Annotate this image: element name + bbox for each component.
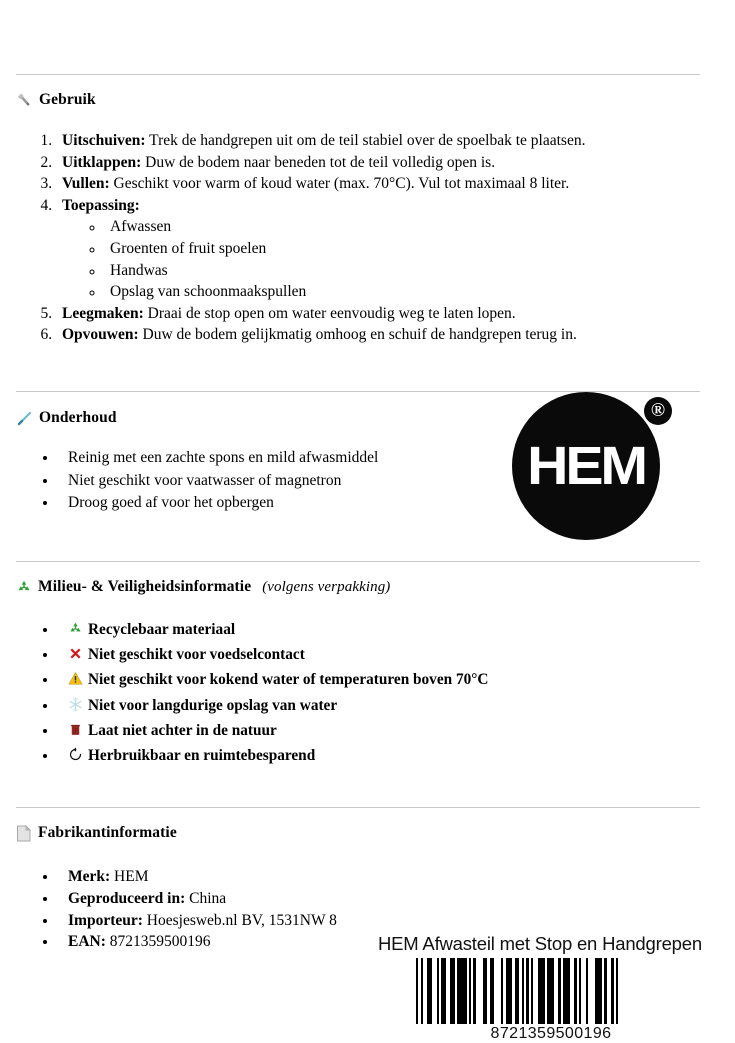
logo-text: HEM	[527, 436, 645, 496]
section-heading-text: Gebruik	[39, 91, 96, 108]
snowflake-icon	[68, 696, 86, 719]
list-item-text: Niet voor langdurige opslag van water	[88, 696, 338, 714]
section-heading-text: Fabrikantinformatie	[38, 824, 177, 841]
list-item	[58, 618, 656, 643]
barcode-number: 8721359500196	[490, 1025, 612, 1042]
red-cross-icon	[68, 645, 86, 668]
list-item	[58, 866, 476, 888]
list-item-text: Laat niet achter in de natuur	[88, 721, 277, 739]
section-divider-milieu	[16, 561, 700, 562]
sub-list-item: ◦ Groenten of fruit spoelen	[104, 238, 716, 260]
gebruik-step-list	[16, 130, 716, 346]
step-label: Vullen:	[62, 175, 110, 193]
barcode-bars	[416, 958, 735, 1024]
recycle-icon	[16, 579, 32, 595]
document-icon	[16, 825, 32, 842]
section-heading-fabrikant	[16, 824, 177, 842]
field-value: Hoesjesweb.nl BV, 1531NW 8	[142, 911, 337, 929]
onderhoud-list	[16, 447, 496, 515]
field-label: EAN:	[68, 933, 106, 951]
list-item	[58, 643, 656, 668]
step-label: Opvouwen:	[62, 326, 139, 344]
step-text: Trek de handgrepen uit om de teil stabiel over de spoelbak te plaatsen.	[145, 132, 586, 149]
recycle-arrow-icon	[68, 746, 86, 769]
section-heading-text: Onderhoud	[39, 409, 117, 426]
sub-list-item: ◦ Afwassen	[104, 216, 716, 238]
sub-list-item: ◦ Handwas	[104, 260, 716, 282]
list-item-text: Herbruikbaar en ruimtebesparend	[88, 747, 316, 765]
step-label: Leegmaken:	[62, 304, 144, 322]
barcode-block	[378, 933, 735, 1043]
list-item	[58, 744, 656, 769]
step-text: Duw de bodem naar beneden tot de teil volledig open is.	[141, 153, 496, 171]
recycle-icon	[68, 620, 86, 643]
step-item	[56, 303, 716, 325]
section-heading-milieu	[16, 578, 390, 596]
step-text: Geschikt voor warm of koud water (max. 70°C). Vul tot maximaal 8 liter.	[109, 175, 570, 193]
step-text: Draai de stop open om water eenvoudig weg te laten lopen.	[143, 304, 516, 322]
list-item	[58, 719, 656, 744]
section-heading-note: (volgens verpakking)	[262, 578, 391, 595]
step-text: Duw de bodem gelijkmatig omhoog en schuif de handgrepen terug in.	[138, 326, 577, 344]
maintenance-bullet-list	[16, 447, 496, 515]
field-label: Merk:	[68, 868, 111, 885]
step-item	[56, 324, 716, 346]
step-item	[56, 195, 716, 303]
list-item	[58, 694, 656, 719]
field-value: HEM	[110, 868, 149, 885]
safety-list	[16, 618, 656, 769]
trash-bin-icon	[68, 721, 86, 744]
section-divider-fabrikant	[16, 807, 700, 808]
step-label: Uitschuiven:	[62, 132, 146, 149]
step-item	[56, 173, 716, 195]
list-item: • Niet geschikt voor vaatwasser of magnetron	[58, 470, 496, 493]
section-heading-text: Milieu- & Veiligheidsinformatie	[38, 578, 252, 595]
safety-bullet-list	[16, 618, 656, 769]
section-heading-onderhoud	[16, 409, 117, 427]
section-heading-gebruik	[16, 91, 96, 109]
registered-trademark-icon: ®	[644, 397, 672, 425]
field-value: 8721359500196	[105, 933, 211, 951]
list-item	[58, 668, 656, 693]
list-item-text: Niet geschikt voor voedselcontact	[88, 646, 305, 664]
sub-list-item: ◦ Opslag van schoonmaakspullen	[104, 281, 716, 303]
list-item	[58, 888, 476, 910]
step-item	[56, 130, 716, 152]
step-label: Uitklappen:	[62, 153, 142, 171]
step-label: Toepassing:	[62, 196, 140, 214]
section-divider-gebruik	[16, 74, 700, 75]
field-label: Geproduceerd in:	[68, 889, 186, 907]
brush-icon	[16, 410, 33, 427]
list-item: • Droog goed af voor het opbergen	[58, 492, 496, 515]
field-value: China	[185, 889, 227, 907]
barcode-title: HEM Afwasteil met Stop en Handgrepen	[378, 933, 702, 954]
list-item-text: Recyclebaar materiaal	[88, 621, 236, 638]
application-sub-list	[62, 216, 716, 302]
wrench-icon	[16, 92, 33, 109]
list-item	[58, 910, 476, 932]
list-item-text: Niet geschikt voor kokend water of temperaturen boven 70°C	[88, 671, 489, 689]
field-label: Importeur:	[68, 911, 143, 929]
ordered-step-list	[16, 130, 716, 346]
warning-triangle-icon	[68, 670, 86, 693]
hem-logo	[512, 385, 672, 535]
list-item: • Reinig met een zachte spons en mild afwasmiddel	[58, 447, 496, 470]
step-item	[56, 152, 716, 174]
